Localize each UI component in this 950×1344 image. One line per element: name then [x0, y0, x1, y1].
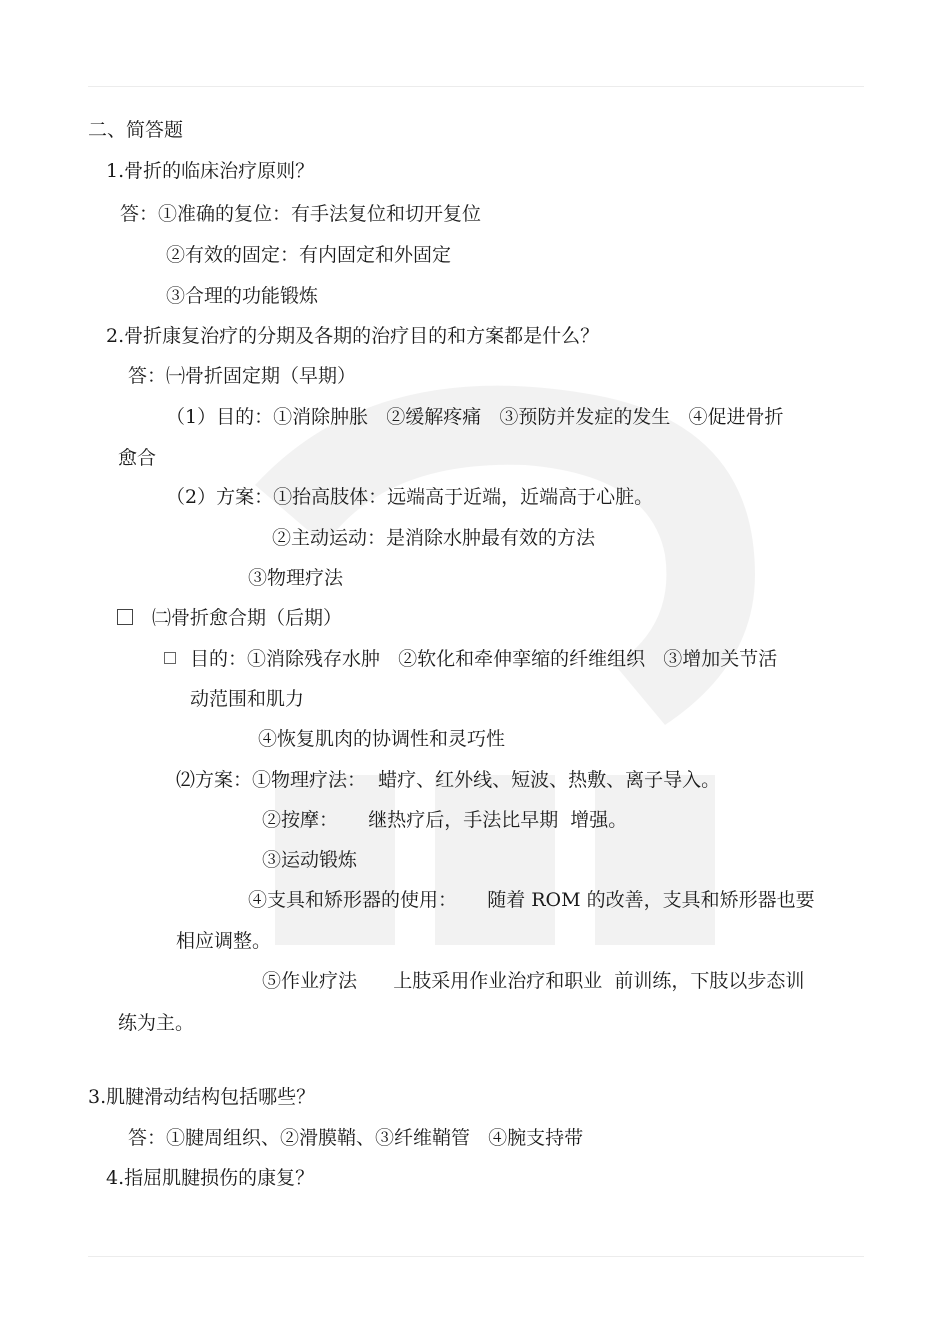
phase-2-goal: 目的：①消除残存水肿 ②软化和牵伸挛缩的纤维组织 ③增加关节活	[190, 648, 778, 670]
question-3: 3.肌腱滑动结构包括哪些？	[88, 1086, 316, 1108]
answer-1-line: ③合理的功能锻炼	[166, 285, 319, 307]
phase-1-heading: 答：㈠骨折固定期（早期）	[128, 365, 357, 387]
phase-1-goal: （1）目的：①消除肿胀 ②缓解疼痛 ③预防并发症的发生 ④促进骨折	[166, 406, 784, 428]
answer-1-line: 答：①准确的复位：有手法复位和切开复位	[120, 203, 482, 225]
phase-2-plan: ②按摩： 继热疗后，手法比早期 增强。	[262, 809, 628, 831]
question-1: 1.骨折的临床治疗原则？	[106, 160, 315, 182]
phase-2-goal-cont: 动范围和肌力	[190, 688, 305, 710]
phase-2-goal: ④恢复肌肉的协调性和灵巧性	[258, 728, 506, 750]
question-4: 4.指屈肌腱损伤的康复？	[106, 1167, 315, 1189]
answer-3: 答：①腱周组织、②滑膜鞘、③纤维鞘管 ④腕支持带	[128, 1127, 584, 1149]
phase-1-plan: （2）方案：①抬高肢体：远端高于近端，近端高于心脏。	[166, 486, 654, 508]
footer-rule	[88, 1256, 864, 1257]
phase-2-plan-cont: 相应调整。	[176, 930, 272, 952]
header-rule	[88, 86, 864, 87]
phase-1-plan: ③物理疗法	[248, 567, 344, 589]
phase-2-plan-cont: 练为主。	[118, 1012, 195, 1034]
answer-1-line: ②有效的固定：有内固定和外固定	[166, 244, 452, 266]
checkbox-glyph	[164, 652, 176, 664]
phase-2-plan: ④支具和矫形器的使用： 随着 ROM 的改善，支具和矫形器也要	[248, 889, 815, 911]
phase-1-goal-cont: 愈合	[118, 447, 157, 469]
question-2: 2.骨折康复治疗的分期及各期的治疗目的和方案都是什么？	[106, 325, 600, 347]
phase-2-plan: ⑵方案：①物理疗法： 蜡疗、红外线、短波、热敷、离子导入。	[176, 769, 721, 791]
section-title: 二、简答题	[88, 119, 184, 141]
phase-2-plan: ⑤作业疗法 上肢采用作业治疗和职业 前训练，下肢以步态训	[262, 970, 805, 992]
checkbox-glyph	[117, 609, 133, 625]
phase-2-plan: ③运动锻炼	[262, 849, 358, 871]
phase-1-plan: ②主动运动：是消除水肿最有效的方法	[272, 527, 596, 549]
phase-2-heading: ㈡骨折愈合期（后期）	[152, 607, 343, 629]
